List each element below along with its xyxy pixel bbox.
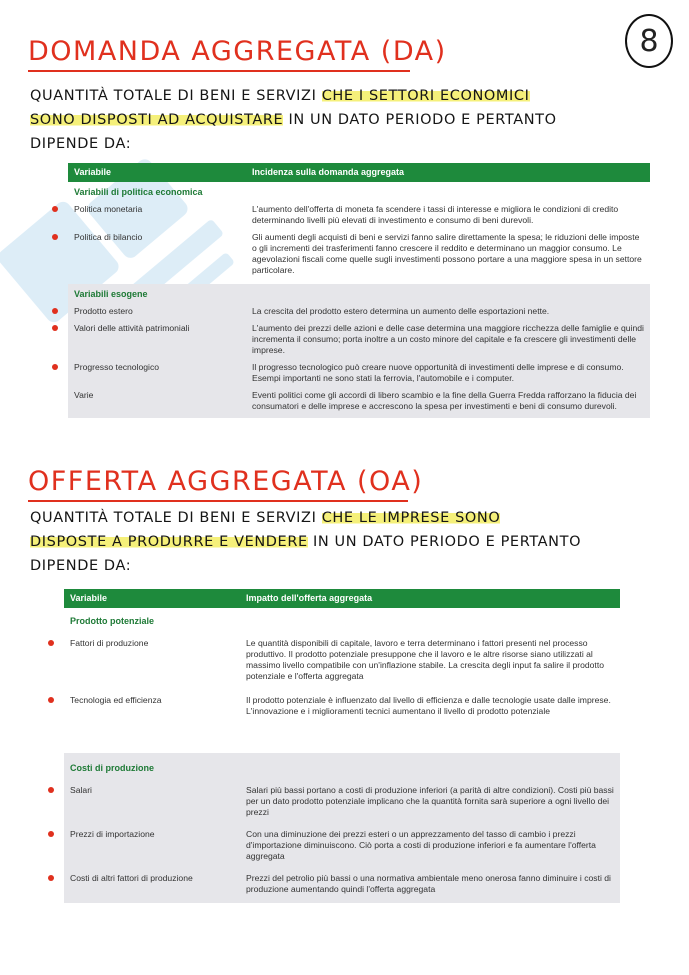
da-title: DOMANDA AGGREGATA (DA): [28, 36, 447, 67]
oa-intro-line3: DIPENDE DA:: [30, 558, 132, 574]
variable-name: Salari: [70, 785, 92, 795]
variable-description: Eventi politici come gli accordi di libero scambio e la fine della Guerra Fredda rafforzano la fiducia dei consumatori e delle imprese e accrescono la spesa per investimenti e beni di consumo durevoli.: [246, 387, 650, 418]
da-intro-line1: QUANTITÀ TOTALE DI BENI E SERVIZI CHE I SETTORI ECONOMICI: [30, 88, 530, 104]
da-table: [68, 163, 650, 418]
table-row: [64, 865, 620, 903]
variable-name: Prezzi di importazione: [70, 829, 155, 839]
variable-name: Tecnologia ed efficienza: [70, 695, 162, 705]
variable-name: Fattori di produzione: [70, 638, 149, 648]
table-row: [68, 387, 650, 418]
bullet-icon: [48, 787, 54, 793]
page-number-badge: 8: [625, 14, 673, 68]
oa-intro-line2: DISPOSTE A PRODURRE E VENDERE IN UN DATO PERIODO E PERTANTO: [30, 534, 582, 550]
oa-title: OFFERTA AGGREGATA (OA): [28, 466, 424, 497]
variable-name: Politica di bilancio: [74, 232, 143, 242]
header-variabile: Variabile: [68, 163, 246, 182]
variable-description: Le quantità disponibili di capitale, lavoro e terra determinano i fattori presenti nel processo produttivo. Il prodotto potenziale presuppone che il lavoro e le altre risorse siano utilizzati al massimo livello compatibile con un'inflazione stabile. La crescita degli input fa salire il prodotto potenziale e l'offerta aggregata: [246, 638, 604, 681]
table-row: [68, 229, 650, 284]
header-impatto: Impatto dell'offerta aggregata: [240, 589, 620, 608]
bullet-icon: [48, 697, 54, 703]
table-row: [64, 685, 620, 753]
oa-title-underline: [28, 500, 408, 502]
variable-description: Il prodotto potenziale è influenzato dal livello di efficienza e dalle tecnologie usate dalle imprese. L'innovazione e i miglioramenti tecnici aumentano il livello di prodotto potenziale: [246, 695, 611, 716]
variable-description: Salari più bassi portano a costi di produzione inferiori (a parità di altre condizioni). Costi più bassi per un dato prodotto potenziale implicano che la quantità fornita sarà superiore a ogni livello dei prezzi: [240, 777, 620, 821]
variable-description: L'aumento dei prezzi delle azioni e delle case determina una maggiore ricchezza delle famiglie e quindi incrementa il consumo; porta inoltre a un costo minore del capitale e fa crescere gli investimenti delle imprese.: [246, 320, 650, 359]
da-intro-line2: SONO DISPOSTI AD ACQUISTARE IN UN DATO PERIODO E PERTANTO: [30, 112, 557, 128]
variable-name: Politica monetaria: [74, 204, 143, 214]
variable-name: Prodotto estero: [74, 306, 133, 316]
table-row: [68, 201, 650, 229]
oa-table: [64, 589, 620, 903]
bullet-icon: [48, 640, 54, 646]
da-title-underline: [28, 70, 410, 72]
section-heading: Prodotto potenziale: [70, 616, 154, 626]
oa-intro-line1: QUANTITÀ TOTALE DI BENI E SERVIZI CHE LE IMPRESE SONO: [30, 510, 501, 526]
table-header-row: [68, 163, 650, 182]
bullet-icon: [52, 206, 58, 212]
bullet-icon: [52, 325, 58, 331]
table-row: [64, 630, 620, 685]
bullet-icon: [48, 875, 54, 881]
variable-description: Prezzi del petrolio più bassi o una normativa ambientale meno onerosa fanno diminuire i costi di produzione aumentando quindi l'offerta aggregata: [240, 865, 620, 903]
variable-description: Il progresso tecnologico può creare nuove opportunità di investimenti delle imprese e di consumo. Esempi importanti ne sono stati la ferrovia, l'automobile e i computer.: [246, 359, 650, 387]
variable-description: Con una diminuzione dei prezzi esteri o un apprezzamento del tasso di cambio i prezzi d'importazione diminuiscono. Ciò porta a costi di produzione inferiori e fa aumentare l'offerta aggregata: [240, 821, 620, 865]
header-incidenza: Incidenza sulla domanda aggregata: [246, 163, 650, 182]
section-heading: Variabili esogene: [68, 284, 650, 303]
bullet-icon: [48, 831, 54, 837]
table-row: [64, 777, 620, 821]
bullet-icon: [52, 364, 58, 370]
section-heading: Variabili di politica economica: [74, 187, 203, 197]
table-row: [68, 320, 650, 359]
table-row: [64, 821, 620, 865]
table-header-row: [64, 589, 620, 608]
table-row: [68, 303, 650, 320]
da-intro-line3: DIPENDE DA:: [30, 136, 132, 152]
variable-description: L'aumento dell'offerta di moneta fa scendere i tassi di interesse e migliora le condizioni di credito determinando livelli più elevati di investimento e consumo di beni durevoli.: [252, 204, 619, 225]
variable-description: La crescita del prodotto estero determina un aumento delle esportazioni nette.: [246, 303, 650, 320]
variable-name: Costi di altri fattori di produzione: [70, 873, 193, 883]
variable-description: Gli aumenti degli acquisti di beni e servizi fanno salire direttamente la spesa; le riduzioni delle imposte o gli incrementi dei trasferimenti fanno crescere il reddito e determinano un maggior consumo. Le agevolazioni fiscali come quelle sugli investimenti possono portare a una maggiore spesa in un settore particolare.: [252, 232, 642, 275]
variable-name: Varie: [74, 390, 94, 400]
variable-name: Valori delle attività patrimoniali: [74, 323, 190, 333]
variable-name: Progresso tecnologico: [74, 362, 160, 372]
bullet-icon: [52, 234, 58, 240]
bullet-icon: [52, 308, 58, 314]
table-row: [68, 359, 650, 387]
section-heading: Costi di produzione: [64, 753, 620, 777]
header-variabile: Variabile: [64, 589, 240, 608]
